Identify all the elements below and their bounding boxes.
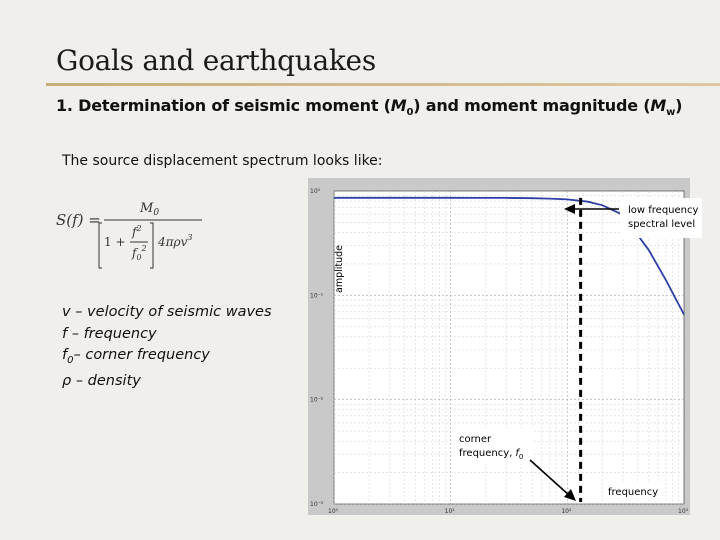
subtitle-mw-sub: w [666, 107, 676, 119]
formula-numerator: $M_0$ [140, 201, 160, 218]
spectrum-formula [52, 196, 212, 274]
x-tick-label: 10¹ [444, 508, 455, 515]
subtitle-m0: M [390, 96, 407, 115]
subtitle-prefix: 1. Determination of seismic moment ( [56, 96, 391, 115]
y-tick-label: 10⁻² [310, 396, 324, 404]
x-tick-label: 10² [561, 508, 572, 515]
subtitle-mw: M [650, 96, 667, 115]
legend-item-frequency: f – frequency [62, 325, 157, 342]
formula-lhs: S(f) = [56, 211, 101, 229]
legend-item-corner-frequency: $f_0-$ corner frequency [62, 347, 210, 366]
intro-text: The source displacement spectrum looks like: [62, 153, 383, 169]
spectrum-chart [308, 178, 699, 515]
y-tick-label: 10⁰ [310, 188, 321, 195]
x-tick-label: 10⁰ [328, 508, 339, 515]
title-underline [46, 83, 720, 86]
subtitle-suffix: ) [675, 96, 683, 115]
slide-title: Goals and earthquakes [56, 44, 376, 77]
corner-frequency-label: corner frequency, $f_0$ [459, 434, 524, 461]
low-frequency-label: low frequency spectral level [628, 205, 699, 230]
formula-frac-denominator: $f_0^2$ [132, 244, 147, 262]
formula-frac-numerator: $f^2$ [132, 224, 142, 239]
legend-item-velocity: v – velocity of seismic waves [62, 304, 272, 320]
frequency-axis-label: frequency [608, 487, 659, 498]
amplitude-axis-label: amplitude [334, 244, 345, 293]
y-tick-label: 10⁻³ [310, 501, 324, 508]
formula-tail: 4πρv$^3$ [158, 233, 193, 249]
subtitle-middle: ) and moment magnitude ( [413, 96, 651, 115]
legend-item-density: ρ – density [62, 373, 141, 390]
x-tick-label: 10³ [678, 508, 689, 515]
variable-legend [62, 302, 272, 393]
formula-right-bracket [150, 223, 153, 268]
low-frequency-label-box [620, 198, 702, 238]
formula-one-plus: 1 + [104, 235, 126, 249]
y-tick-label: 10⁻¹ [310, 292, 324, 300]
subtitle-m0-sub: 0 [406, 107, 414, 119]
spectrum-plot-panel [308, 178, 699, 515]
section-heading [56, 96, 682, 118]
formula-left-bracket [99, 223, 102, 268]
